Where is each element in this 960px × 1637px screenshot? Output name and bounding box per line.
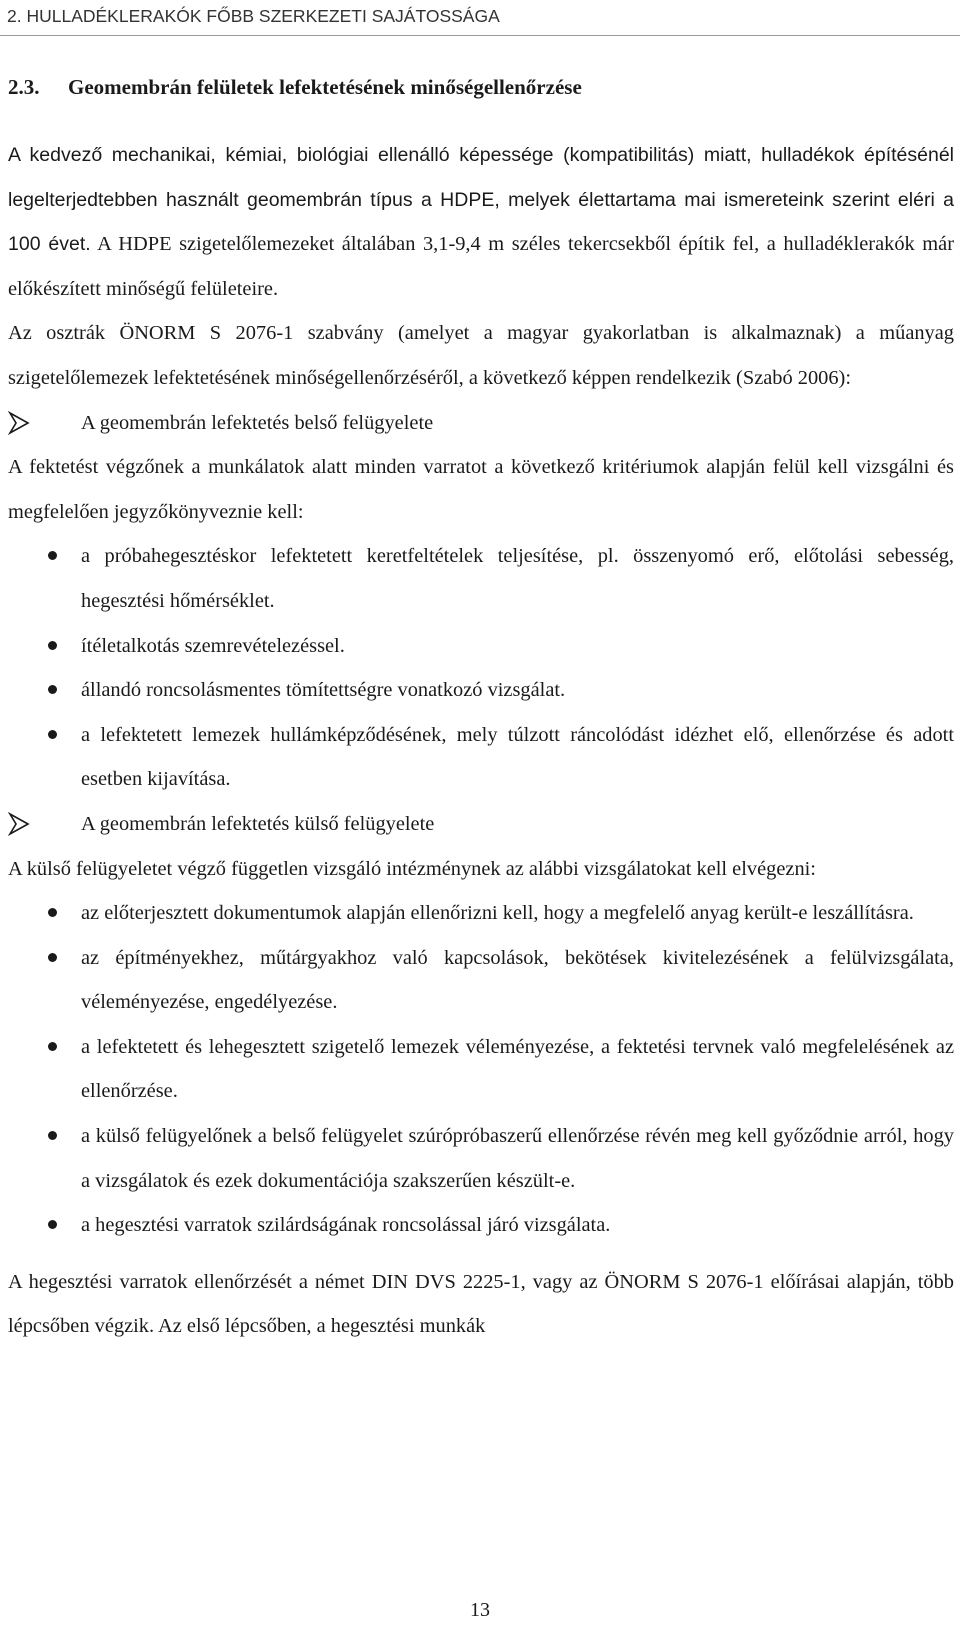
paragraph-intro [8, 133, 954, 311]
internal-intro: A fektetést végzőnek a munkálatok alatt minden varratot a következő kritériumok alapján felül kell vizsgálni és megfelelően jegyzőkönyveznie kell: [8, 456, 954, 523]
arrow-bullet-icon [8, 812, 30, 836]
list-item: a lefektetett lemezek hullámképződésének, mely túlzott ráncolódást idézhet elő, ellenőrzése és adott esetben kijavítása. [8, 713, 954, 802]
list-item: a lefektetett és lehegesztett szigetelő lemezek véleményezése, a fektetési tervnek való megfelelésének az ellenőrzése. [8, 1025, 954, 1114]
external-intro: A külső felügyeletet végző független vizsgáló intézménynek az alábbi vizsgálatokat kell elvégezni: [8, 857, 816, 880]
bullet-dot-icon [48, 1220, 57, 1229]
list-item: a külső felügyelőnek a belső felügyelet szúrópróbaszerű ellenőrzése révén meg kell győződnie arról, hogy a vizsgálatok és ezek dokumentációja szakszerűen készült-e. [8, 1114, 954, 1203]
running-header: 2. HULLADÉKLERAKÓK FŐBB SZERKEZETI SAJÁTOSSÁGA [0, 4, 960, 36]
section-number: 2.3. [8, 75, 40, 99]
list-item: ítéletalkotás szemrevételezéssel. [8, 624, 954, 669]
body-text [8, 133, 954, 1349]
paragraph-intro-part2: A HDPE szigetelőlemezeket általában 3,1-9,4 m széles tekercsekből építik fel, a hulladéklerakók már előkészített minőségű felületeire. [8, 233, 954, 300]
internal-supervision-heading [8, 401, 954, 446]
paragraph-final: A hegesztési varratok ellenőrzését a német DIN DVS 2225-1, vagy az ÖNORM S 2076-1 előírásai alapján, több lépcsőben végzik. Az első lépcsőben, a hegesztési munkák [8, 1270, 954, 1338]
bullet-dot-icon [48, 1042, 57, 1051]
bullet-dot-icon [48, 908, 57, 917]
list-item: az építményekhez, műtárgyakhoz való kapcsolások, bekötések kivitelezésének a felülvizsgálata, véleményezése, engedélyezése. [8, 936, 954, 1025]
list-item: állandó roncsolásmentes tömítettségre vonatkozó vizsgálat. [8, 668, 954, 713]
internal-heading-text: A geomembrán lefektetés belső felügyelete [81, 411, 434, 434]
arrow-bullet-icon [8, 411, 30, 435]
bullet-dot-icon [48, 730, 57, 739]
list-item: a hegesztési varratok szilárdságának roncsolással járó vizsgálata. [8, 1203, 954, 1248]
list-item: a próbahegesztéskor lefektetett keretfeltételek teljesítése, pl. összenyomó erő, előtolási sebesség, hegesztési hőmérséklet. [8, 534, 954, 623]
paragraph-intro-part1: A kedvező mechanikai, kémiai, biológiai ellenálló képessége (kompatibilitás) miatt, hulladékok építésénél legelterjedtebben használt geomembrán típus a HDPE, melyek élettartama mai ismereteink szerint eléri a 100 évet. [8, 144, 954, 256]
external-heading-text: A geomembrán lefektetés külső felügyelete [81, 812, 435, 835]
bullet-dot-icon [48, 1131, 57, 1140]
page-number: 13 [470, 1599, 490, 1621]
external-supervision-heading [8, 802, 954, 847]
paragraph-standard: Az osztrák ÖNORM S 2076-1 szabvány (amelyet a magyar gyakorlatban is alkalmaznak) a műanyag szigetelőlemezek lefektetésének minőségellenőrzéséről, a következő képpen rendelkezik (Szabó 2006): [8, 322, 954, 389]
section-title: Geomembrán felületek lefektetésének minőségellenőrzése [68, 75, 582, 99]
bullet-dot-icon [48, 551, 57, 560]
bullet-dot-icon [48, 641, 57, 650]
external-bullet-list [8, 891, 954, 1248]
internal-bullet-list [8, 534, 954, 802]
bullet-dot-icon [48, 953, 57, 962]
list-item: az előterjesztett dokumentumok alapján ellenőrizni kell, hogy a megfelelő anyag került-e leszállításra. [8, 891, 954, 936]
bullet-dot-icon [48, 685, 57, 694]
section-heading [8, 72, 954, 102]
